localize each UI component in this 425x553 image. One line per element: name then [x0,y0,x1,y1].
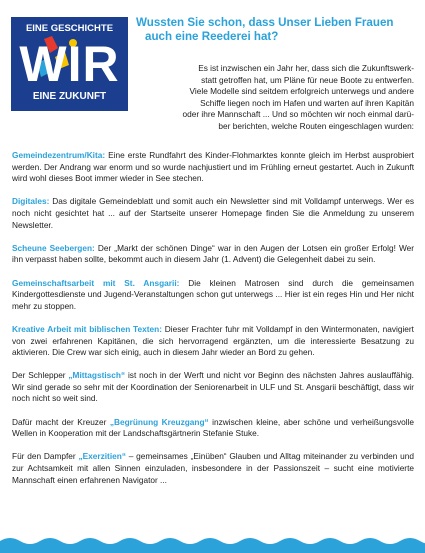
intro-line: oder ihre Mannschaft ... Und so möchten wir noch einmal darü- [182,109,414,120]
logo-word: WIR [19,36,120,92]
paragraph-text: Die kleinen Matrosen sind durch die gemeinsamen Kindergottesdienste und Jugend-Veranstaltungen schon gut unterwegs ... Hier ist ein reges Hin und Her nicht mehr zu stoppen. [12,277,415,311]
paragraph-highlight: „Mittagstisch“ [68,370,126,381]
wir-logo [11,17,128,111]
intro-line: Schiffe liegen noch im Hafen und warten auf ihren Kapitän [200,97,414,108]
article-body [12,150,414,498]
paragraph-lead: Gemeindezentrum/Kita: [12,150,106,160]
paragraph-exerzitien [12,451,414,486]
paragraph-lead: Gemeinschaftsarbeit mit St. Ansgarii: [12,277,180,288]
wave-band [0,538,425,553]
paragraph-text: ist noch in der Werft und nicht vor Beginn des nächsten Jahres auslauffähig. Wir sind gerade so sehr mit der Koordination der Seniorenarbeit in ULF und St. Ansgarii beschäftigt, dass wir noch nicht so weit sind. [12,370,414,404]
paragraph-highlight: „Begrünung Kreuzgang“ [109,416,209,427]
title-line-1: Wussten Sie schon, dass Unser Lieben Frauen [136,16,394,29]
wave-decoration [0,535,425,553]
paragraph-text: Für den Dampfer [12,451,79,462]
paragraph-text: Der „Markt der schönen Dinge“ war in den Augen der Lotsen ein großer Erfolg! Wer ihn verpasst haben sollte, bekommt auch in diesem Jahr (1. Advent) die Gelegenheit dabei zu sein. [12,242,414,265]
paragraph-lead: Scheune Seebergen: [12,242,95,253]
paragraph-ansgarii [12,278,414,313]
paragraph-mittagstisch [12,370,414,405]
article-title [136,16,420,44]
logo-line-top: EINE GESCHICHTE [25,23,114,34]
paragraph-kreative-arbeit [12,324,414,359]
intro-line: Viele Modelle sind seitdem erfolgreich unterwegs und andere [189,86,414,97]
paragraph-text: Dieser Frachter fuhr mit Volldampf in den Wintermonaten, navigiert von zwei erfahrenen Kapitänen, die sich hervorragend ergänzten, um die interessierte Besatzung zu aktivieren. Die Crew war sich einig, auch in diesem Jahr wieder an Bord zu gehen. [12,323,414,358]
paragraph-highlight: „Exerzitien“ [78,451,126,462]
paragraph-lead: Kreative Arbeit mit biblischen Texten: [12,323,162,334]
paragraph-text: inzwischen kleine, aber schöne und verheißungsvolle Wellen in Kooperation mit der Landschaftsgärtnerin Stefanie Stuke. [12,416,415,439]
paragraph-kreuzgang [12,417,414,440]
paragraph-text: Das digitale Gemeindeblatt und somit auch ein Newsletter sind mit Volldampf unterwegs. Wer es noch nicht gesichtet hat ... auf der Startseite unserer Homepage finden Sie die Anmeldung zu unserem Newsletter. [12,196,414,230]
title-line-2: auch eine Reederei hat? [145,30,279,43]
intro-line: ber berichten, welche Routen eingeschlagen wurden: [218,120,414,131]
paragraph-text: Eine erste Rundfahrt des Kinder-Flohmarktes konnte gleich im Herbst ausprobiert werden. Der Andrang war enorm und so wurde nachjustiert und im Frühling erneut gestartet. Auch in Zukunft wird wohl dieses Boot immer wieder in See stechen. [12,150,414,184]
paragraph-lead: Digitales: [12,196,50,207]
paragraph-text: – gemeinsames „Einüben“ Glauben und Alltag miteinander zu verbinden und zur Achtsamkeit mit allen Sinnen einzuladen, insbesondere in der Passionszeit – sucht eine motivierte Mannschaft einen erfahrenen Navigator ... [12,451,414,485]
logo-line-bottom: EINE ZUKUNFT [32,91,107,102]
paragraph-text: Dafür macht der Kreuzer [12,416,110,427]
paragraph-digitales [12,196,414,231]
intro-paragraph [126,63,414,133]
intro-line: statt getroffen hat, um Pläne für neue Boote zu entwerfen. [201,74,414,85]
paragraph-text: Der Schlepper [12,370,69,381]
paragraph-scheune [12,243,414,266]
paragraph-gemeindezentrum [12,150,414,185]
intro-line: Es ist inzwischen ein Jahr her, dass sich die Zukunftswerk- [198,63,414,73]
